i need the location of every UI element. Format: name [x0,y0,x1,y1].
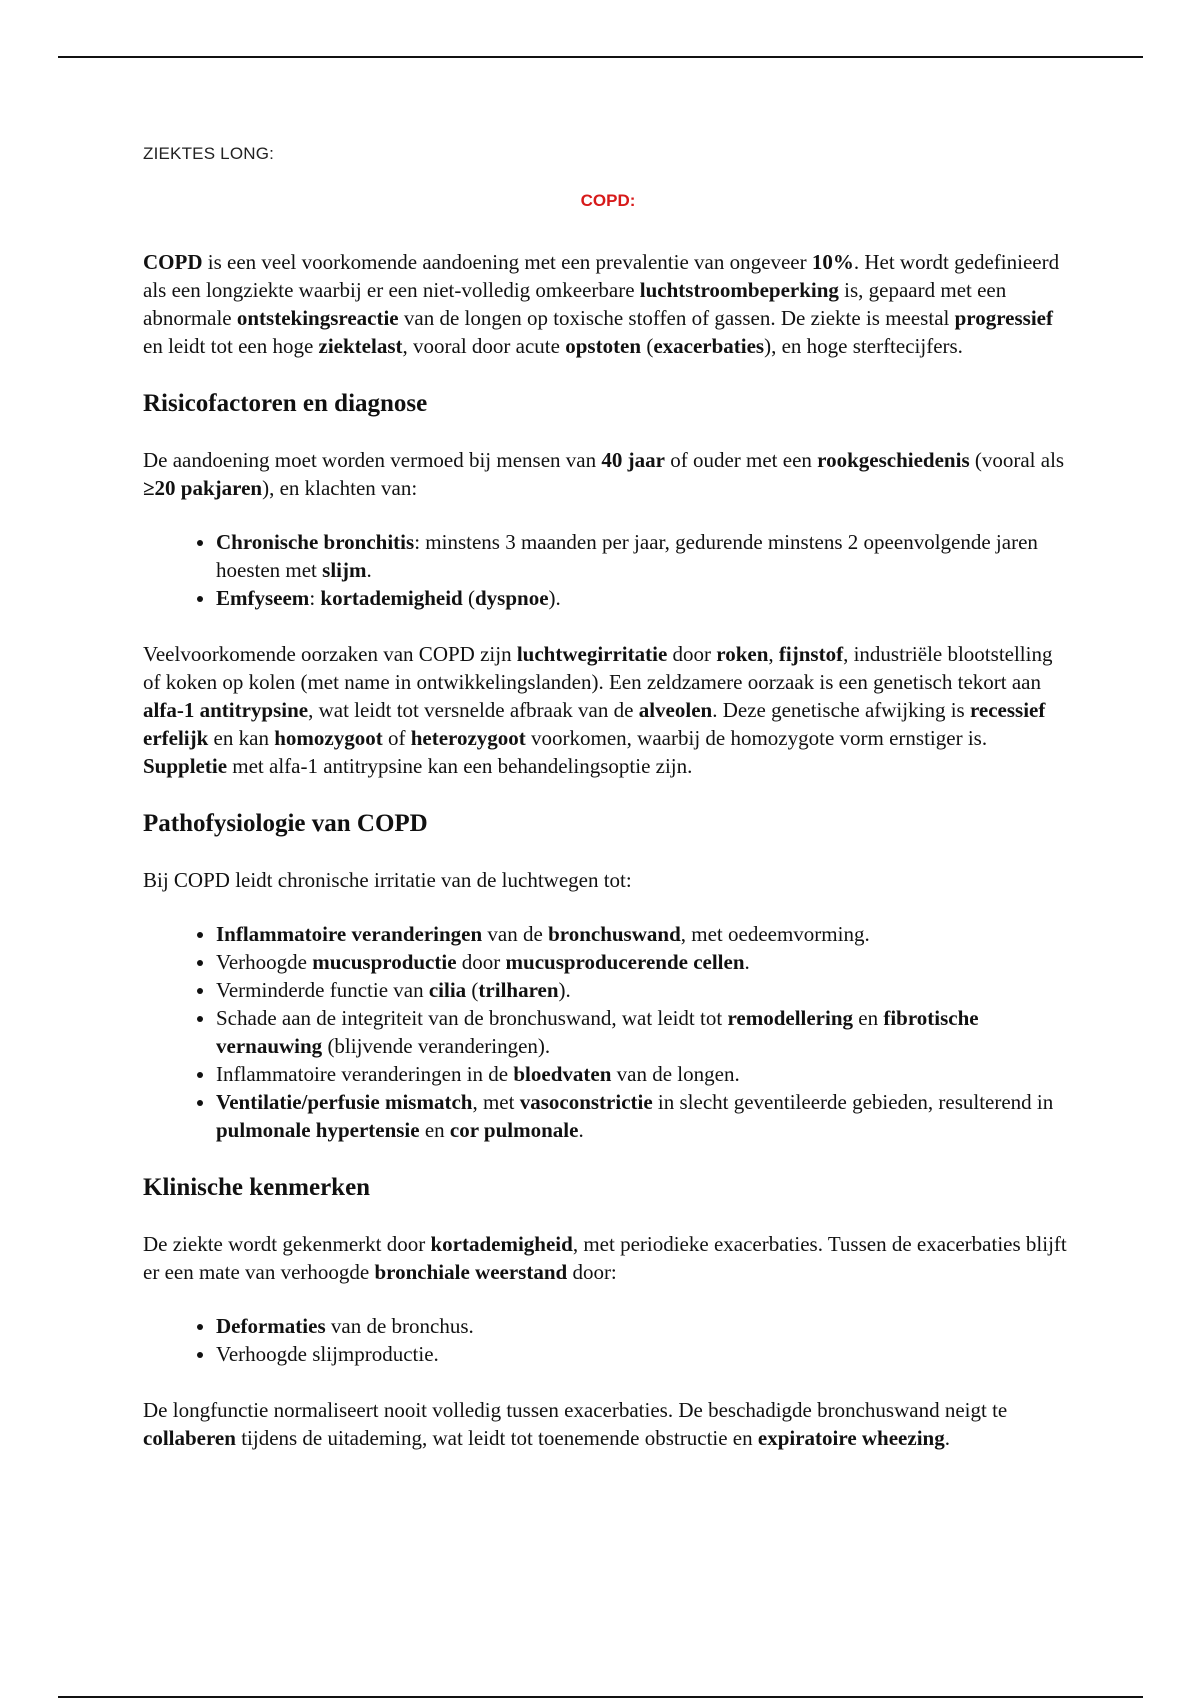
list-item: • Inflammatoire veranderingen van de bronchuswand, met oedeemvorming. [216,920,1073,948]
risk-list [143,528,1073,612]
bold-term: fibrotische vernauwing [216,1006,979,1058]
pathophysiology-paragraph: Bij COPD leidt chronische irritatie van de luchtwegen tot: [143,868,632,892]
bold-term: mucusproducerende cellen [505,950,745,974]
section-heading-pathophysiology: Pathofysiologie van COPD [143,810,428,837]
bold-term: Inflammatoire veranderingen [216,922,483,946]
pathophysiology-list [143,920,1073,1144]
bold-term: COPD [143,250,203,274]
bold-term: cor pulmonale [449,1118,579,1142]
list-item: • Inflammatoire veranderingen in de bloedvaten van de longen. [216,1060,1073,1088]
clinical-list [143,1312,1073,1368]
bold-term: Deformaties [216,1314,326,1338]
bold-term: cilia [428,978,467,1002]
document-page [143,140,1073,1452]
bold-term: ziektelast [318,334,403,358]
bold-term: heterozygoot [410,726,526,750]
bold-term: alfa-1 antitrypsine [143,698,309,722]
list-item: • Verhoogde slijmproductie. [216,1340,1073,1368]
bold-term: ≥20 pakjaren [143,476,263,500]
intro-paragraph: COPD is een veel voorkomende aandoening met een prevalentie van ongeveer 10%. Het wordt gedefinieerd als een longziekte waarbij er een niet-volledig omkeerbare luchtstroombeperking is, gepaard met een abnormale ontstekingsreactie van de longen op toxische stoffen of gassen. De ziekte is meestal progressief en leidt tot een hoge ziektelast, vooral door acute opstoten (exacerbaties), en hoge sterftecijfers. [143,250,1060,358]
bold-term: mucusproductie [312,950,457,974]
bold-term: bloedvaten [513,1062,612,1086]
list-item: • Verminderde functie van cilia (trilharen). [216,976,1073,1004]
document-title: COPD: [580,191,636,210]
bold-term: slijm [322,558,367,582]
bold-term: Ventilatie/perfusie mismatch [216,1090,473,1114]
bold-term: alveolen [638,698,713,722]
top-rule [58,56,1143,58]
bold-term: ontstekingsreactie [236,306,399,330]
bold-term: kortademigheid [320,586,463,610]
section-heading-risk: Risicofactoren en diagnose [143,390,428,417]
bold-term: recessief erfelijk [143,698,1046,750]
bold-term: rookgeschiedenis [817,448,970,472]
bold-term: remodellering [727,1006,854,1030]
bold-term: dyspnoe [475,586,549,610]
bold-term: Emfyseem [216,586,310,610]
bold-term: vasoconstrictie [519,1090,653,1114]
bold-term: fijnstof [778,642,844,666]
bold-term: expiratoire wheezing [757,1426,945,1450]
bold-term: kortademigheid [430,1232,573,1256]
list-item: • Emfyseem: kortademigheid (dyspnoe). [216,584,1073,612]
bold-term: roken [716,642,769,666]
bold-term: bronchuswand [548,922,681,946]
list-item: • Verhoogde mucusproductie door mucusproducerende cellen. [216,948,1073,976]
section-heading-clinical: Klinische kenmerken [143,1174,371,1201]
clinical-paragraph-1: De ziekte wordt gekenmerkt door kortademigheid, met periodieke exacerbaties. Tussen de exacerbaties blijft er een mate van verhoogde bronchiale weerstand door: [143,1232,1067,1284]
list-item: • Ventilatie/perfusie mismatch, met vasoconstrictie in slecht geventileerde gebieden, resulterend in pulmonale hypertensie en cor pulmonale. [216,1088,1073,1144]
bold-term: progressief [954,306,1053,330]
risk-paragraph-1: De aandoening moet worden vermoed bij mensen van 40 jaar of ouder met een rookgeschiedenis (vooral als ≥20 pakjaren), en klachten van: [143,448,1065,500]
bold-term: 40 jaar [601,448,665,472]
list-item: • Chronische bronchitis: minstens 3 maanden per jaar, gedurende minstens 2 opeenvolgende jaren hoesten met slijm. [216,528,1073,584]
bold-term: homozygoot [274,726,383,750]
list-item: • Schade aan de integriteit van de bronchuswand, wat leidt tot remodellering en fibrotische vernauwing (blijvende veranderingen). [216,1004,1073,1060]
bold-term: trilharen [478,978,559,1002]
bold-term: collaberen [143,1426,236,1450]
bold-term: pulmonale hypertensie [216,1118,420,1142]
risk-paragraph-2: Veelvoorkomende oorzaken van COPD zijn luchtwegirritatie door roken, fijnstof, industriële blootstelling of koken op kolen (met name in ontwikkelingslanden). Een zeldzamere oorzaak is een genetisch tekort aan alfa-1 antitrypsine, wat leidt tot versnelde afbraak van de alveolen. Deze genetische afwijking is recessief erfelijk en kan homozygoot of heterozygoot voorkomen, waarbij de homozygote vorm ernstiger is. Suppletie met alfa-1 antitrypsine kan een behandelingsoptie zijn. [143,642,1053,778]
bold-term: bronchiale weerstand [374,1260,568,1284]
bottom-rule [58,1696,1143,1698]
bold-term: 10% [811,250,854,274]
bold-term: opstoten [565,334,642,358]
list-item: • Deformaties van de bronchus. [216,1312,1073,1340]
bold-term: luchtwegirritatie [516,642,668,666]
bold-term: luchtstroombeperking [639,278,839,302]
bold-term: exacerbaties [653,334,765,358]
bold-term: Suppletie [143,754,228,778]
bold-term: Chronische bronchitis [216,530,415,554]
clinical-paragraph-2: De longfunctie normaliseert nooit volledig tussen exacerbaties. De beschadigde bronchuswand neigt te collaberen tijdens de uitademing, wat leidt tot toenemende obstructie en expiratoire wheezing. [143,1398,1008,1450]
document-label: ZIEKTES LONG: [143,144,275,163]
